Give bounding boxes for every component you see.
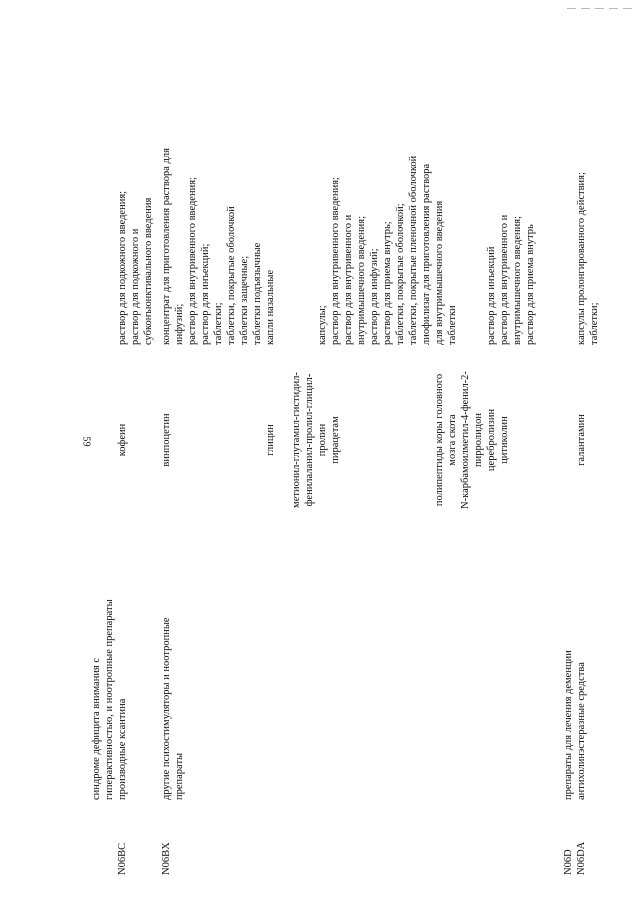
dosage-form: раствор для внутривенного и: [499, 214, 510, 345]
table-row-n06da: [575, 85, 601, 875]
table-row-n06bc: [116, 85, 155, 875]
dosage-form: таблетки;: [589, 302, 600, 345]
drug-name: полипептиды коры головного: [434, 373, 445, 507]
dosage-form: раствор для подкожного введения;: [117, 190, 128, 345]
atc-code: N06BC: [117, 842, 128, 875]
dosage-form: раствор для инъекций: [486, 246, 497, 345]
form-cell: [160, 85, 537, 345]
atc-code: N06BX: [161, 842, 172, 875]
dosage-form: таблетки: [447, 305, 458, 345]
group-line: антихолинэстеразные средства: [576, 662, 587, 800]
group-line: другие психостимуляторы и ноотропные: [161, 617, 172, 800]
form-cell: [575, 85, 601, 345]
drug-name: пирацетам: [330, 416, 341, 464]
dosage-form: раствор для внутривенного введения;: [187, 177, 198, 345]
dosage-form: инфузий;: [174, 303, 185, 345]
dosage-form: раствор для приема внутрь;: [382, 221, 393, 345]
dosage-form: внутримышечного введения;: [512, 215, 523, 345]
scan-dash: [623, 8, 632, 9]
page-number: 59: [80, 436, 92, 447]
dosage-form: концентрат для приготовления раствора для: [161, 148, 172, 345]
dosage-form: субконъюнктивального введения: [143, 197, 154, 345]
dosage-form: капли назальные: [265, 269, 276, 345]
dosage-form: таблетки защечные;: [239, 255, 250, 345]
scan-marks: [567, 8, 632, 9]
drug-cell: [160, 345, 511, 535]
dosage-form: таблетки подъязычные: [252, 242, 263, 345]
group-name: [562, 535, 575, 800]
dosage-form: лиофилизат для приготовления раствора: [421, 163, 432, 345]
dosage-form: раствор для внутривенного и: [343, 214, 354, 345]
scan-dash: [595, 8, 604, 9]
drug-name: метионил-глутамил-гистидил-: [291, 372, 302, 508]
drug-name: кофеин: [117, 423, 128, 457]
drug-name: пирролидон: [473, 413, 484, 467]
group-line: гиперактивностью, и ноотропные препараты: [104, 599, 115, 800]
drug-name: винпоцетин: [161, 413, 172, 467]
dosage-form: раствор для внутривенного введения;: [330, 177, 341, 345]
scan-dash: [581, 8, 590, 9]
form-cell: [116, 85, 155, 345]
group-line: синдроме дефицита внимания с: [91, 657, 102, 800]
drug-name: пролин: [317, 423, 328, 457]
drug-table: [90, 85, 630, 875]
dosage-form: для внутримышечного введения: [434, 200, 445, 345]
drug-name: галантамин: [576, 414, 587, 466]
group-name: [116, 535, 129, 800]
dosage-form: раствор для инфузий;: [369, 248, 380, 345]
group-line: производные ксантина: [117, 698, 128, 800]
dosage-form: внутримышечного введения;: [356, 215, 367, 345]
table-row-intro: [90, 85, 116, 875]
drug-name: церебролизин: [486, 408, 497, 472]
scan-dash: [609, 8, 618, 9]
scan-dash: [567, 8, 576, 9]
dosage-form: раствор для инъекций;: [200, 243, 211, 345]
dosage-form: раствор для подкожного и: [130, 228, 141, 345]
drug-name: фенилаланил-пролил-глицил-: [304, 373, 315, 507]
drug-name: мозга скота: [447, 414, 458, 466]
drug-name: глицин: [265, 424, 276, 456]
group-line: препараты: [174, 752, 185, 800]
drug-name: N-карбамоилметил-4-фенил-2-: [460, 371, 471, 509]
drug-cell: [116, 345, 129, 535]
group-name: [90, 535, 116, 800]
group-name: [575, 535, 588, 800]
table-row-n06d: [562, 85, 575, 875]
dosage-form: раствор для приема внутрь: [525, 224, 536, 345]
table-row-n06bx: [160, 85, 537, 875]
drug-name: цитиколин: [499, 416, 510, 464]
group-line: препараты для лечения деменции: [563, 650, 574, 800]
atc-code: N06D: [563, 849, 574, 875]
atc-code: N06DA: [576, 841, 587, 875]
dosage-form: капсулы;: [317, 305, 328, 345]
dosage-form: капсулы пролонгированного действия;: [576, 172, 587, 345]
dosage-form: таблетки;: [213, 302, 224, 345]
dosage-form: таблетки, покрытые оболочкой;: [395, 203, 406, 345]
dosage-form: таблетки, покрытые пленочной оболочкой: [408, 155, 419, 345]
drug-cell: [575, 345, 588, 535]
dosage-form: таблетки, покрытые оболочкой: [226, 206, 237, 345]
group-name: [160, 535, 186, 800]
